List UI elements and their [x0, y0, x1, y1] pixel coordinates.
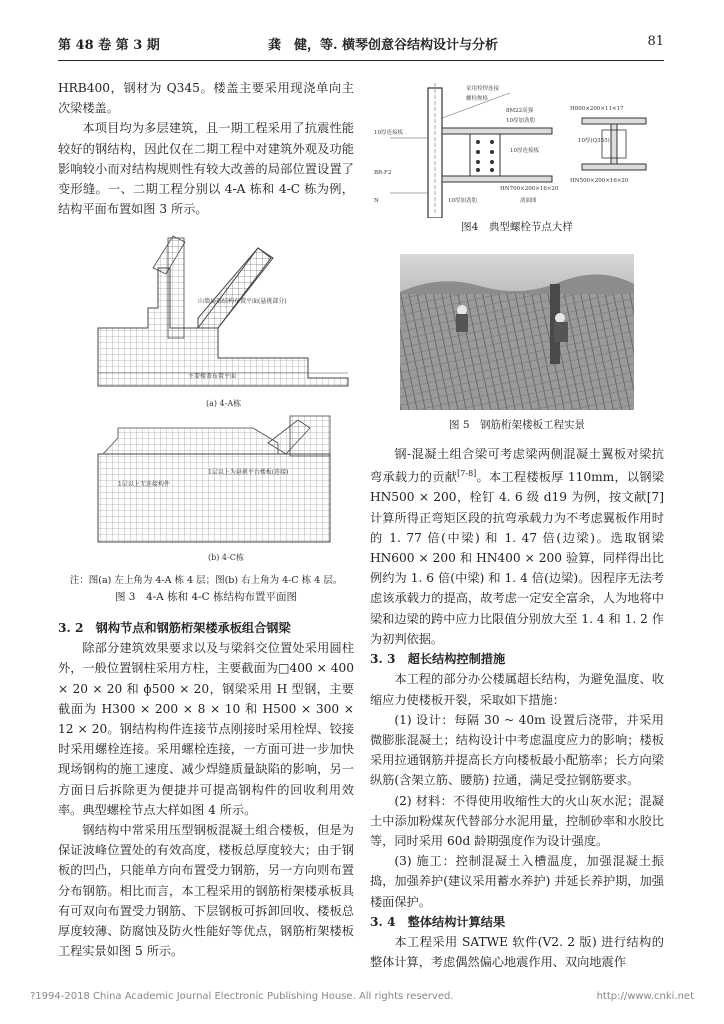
plan-4a — [98, 236, 348, 408]
fig4-label-8: 10厚(Q355) — [578, 138, 610, 144]
running-title: 龚 健，等. 横琴创意谷结构设计与分析 — [268, 38, 499, 53]
paragraph-measure-material: (2) 材料：不得使用收缩性大的火山灰水泥；混凝土中添加粉煤灰代替部分水泥用量，控制砂率和水胶比等，同时采用 60d 龄期强度作为设计强度。 — [370, 793, 664, 848]
fig4-label-10: HN500×200×16×20 — [570, 178, 629, 184]
section-3-2-title: 3. 2 钢构节点和钢筋桁架楼承板组合钢梁 — [58, 621, 291, 635]
paragraph-satwe: 本工程采用 SATWE 软件(V2. 2 版) 进行结构的整体计算，考虑偶然偏心地震作用、双向地震作 — [370, 934, 664, 970]
paragraph-measure-design: (1) 设计：每隔 30 ~ 40m 设置后浇带，并采用微膨胀混凝土；结构设计中考虑温度应力的影响；楼板采用拉通钢筋并提高长方向楼板最小配筋率；长方向梁纵筋(含架立筋、腰筋) 拉通，满足受拉钢筋要求。 — [370, 712, 664, 788]
page-footer — [30, 991, 694, 1002]
paragraph-truss-deck: 钢结构中常采用压型钢板混凝土组合楼板，但是为保证波峰位置处的有效高度，楼板总厚度较大；由于钢板的凹凸，只能单方向布置受力钢筋，另一方向则布置分布钢筋。相比而言，本工程采用的钢筋桁架楼承板具有可双向布置受力钢筋、下层钢板可拆卸回收、楼板总厚度较薄、防腐蚀及防火性能好等优点，钢筋桁架楼板工程实景如图 5 所示。 — [58, 823, 354, 959]
paragraph-joints: 本项目均为多层建筑，且一期工程采用了抗震性能较好的钢结构，因此仅在二期工程中对建筑外观及功能影响较小而对结构规则性有较大改善的局部位置设置了变形缝。一、二期工程分别以 4-A 栋和 4-C 栋为例，结构平面布置如图 3 所示。 — [58, 121, 354, 217]
figure-5 — [400, 254, 634, 431]
plan-4c-annotation-1: 1层以上无连接构件 — [118, 481, 170, 488]
figure-3-caption: 图 3 4-A 栋和 4-C 栋结构布置平面图 — [114, 591, 298, 603]
fig4-label-7: 10厚连接板 — [510, 148, 539, 154]
footer-url: http://www.cnki.net — [596, 991, 694, 1002]
paragraph-steel-sections: 除部分建筑效果要求以及与梁斜交位置处采用圆柱外，一般位置钢柱采用方柱，主要截面为□400 × 400 × 20 × 20 和 ɸ500 × 20，钢梁采用 H 型钢，主要截面为 H300 × 200 × 8 × 10 和 H500 × 300 × 12 × 20。钢结构构件连接节点刚接时采用栓焊、铰接时采用螺栓连接。采用螺栓连接，一方面可进一步加快现场钢构的施工速度、减少焊缝质量缺陷的影响，另一方面日后拆除更为便捷并可提高钢构件的回收利用效率。典型螺栓节点大样如图 4 所示。 — [58, 641, 354, 817]
fig4-label-14: N — [374, 198, 379, 204]
plan-4c — [98, 416, 330, 562]
fig4-label-12: 剖面图 — [520, 198, 537, 204]
fig4-label-3: 8M22高强 — [506, 108, 534, 114]
plan-4a-annotation-1: 山墙局部结构布置平面(悬挑部分) — [198, 298, 287, 305]
page-header — [58, 34, 664, 54]
paragraph-composite-beam: 钢-混凝土组合梁可考虑梁两侧混凝土翼板对梁抗弯承载力的贡献[7-8]。本工程楼板厚 110mm，以钢梁 HN500 × 200，栓钉 4. 6 级 d19 为例，按文献[7]计算所得正弯矩区段的抗弯承载力为不考虑翼板作用时的 1. 77 倍(中梁) 和 1. 47 倍(边梁)。选取钢梁 HN600 × 200 和 HN400 × 200 验算，同样得出比例约为 1. 6 倍(中梁) 和 1. 4 倍(边梁)。因程序无法考虑该承载力的提高，故考虑一定安全富余，人为地将中梁和边梁的跨中应力比限值分别放大至 1. 4 和 1. 2 作为初判依据。 — [370, 447, 665, 646]
fig4-label-1: 采用栓焊连接 — [466, 86, 500, 92]
paragraph-overlong-intro: 本工程的部分办公楼属超长结构，为避免温度、收缩应力使楼板开裂，采取如下措施： — [370, 672, 664, 707]
citation-7-8: [7-8] — [457, 469, 477, 479]
copyright-notice: ?1994-2018 China Academic Journal Electronic Publishing House. All rights reserved. — [30, 991, 454, 1002]
journal-volume: 第 48 卷 第 3 期 — [58, 38, 160, 53]
section-3-4-title: 3. 4 整体结构计算结果 — [370, 914, 506, 929]
left-column-top — [58, 78, 354, 219]
figure-4 — [370, 78, 664, 238]
figure-5-photo — [400, 254, 634, 410]
header-rule — [58, 60, 664, 61]
plan-4a-annotation-2: 主要楼盖布置平面 — [188, 373, 237, 380]
section-3-3-title: 3. 3 超长结构控制措施 — [370, 652, 506, 667]
fig4-label-6: H600×200×11×17 — [570, 106, 624, 112]
figure-4-bolt-detail — [370, 78, 664, 218]
fig4-label-13: BR-F2 — [374, 170, 392, 176]
fig4-label-9: HN700×200×16×20 — [500, 186, 559, 192]
fig4-label-5: 10厚连接板 — [374, 130, 403, 136]
paragraph-materials: HRB400，钢材为 Q345。楼盖主要采用现浇单向主次梁楼盖。 — [58, 81, 354, 116]
plan-4a-label: (a) 4-A栋 — [206, 399, 242, 408]
plan-4c-annotation-2: 1层以上为悬挑平台楼板(连接) — [208, 469, 289, 476]
fig4-label-2: 螺栓规格 — [466, 96, 489, 102]
figure-3 — [58, 228, 354, 610]
fig4-label-11: 10厚加劲肋 — [448, 198, 477, 204]
figure-3-note: 注：图(a) 左上角为 4-A 栋 4 层；图(b) 右上角为 4-C 栋 4 层。 — [69, 575, 343, 586]
figure-5-caption: 图 5 钢筋桁架楼板工程实景 — [448, 419, 586, 431]
left-column-bottom — [58, 618, 354, 961]
page-number: 81 — [647, 34, 664, 49]
paragraph-measure-construction: (3) 施工：控制混凝土入槽温度，加强混凝土振捣，加强养护(建议采用蓄水养护) 并延长养护期，加强楼面保护。 — [370, 854, 664, 909]
plan-4c-label: (b) 4-C栋 — [208, 553, 244, 562]
fig4-label-4: 10厚加劲肋 — [506, 118, 535, 124]
figure-3-plans — [58, 228, 354, 610]
figure-4-caption: 图4 典型螺栓节点大样 — [461, 221, 573, 233]
right-column-text — [370, 444, 664, 972]
